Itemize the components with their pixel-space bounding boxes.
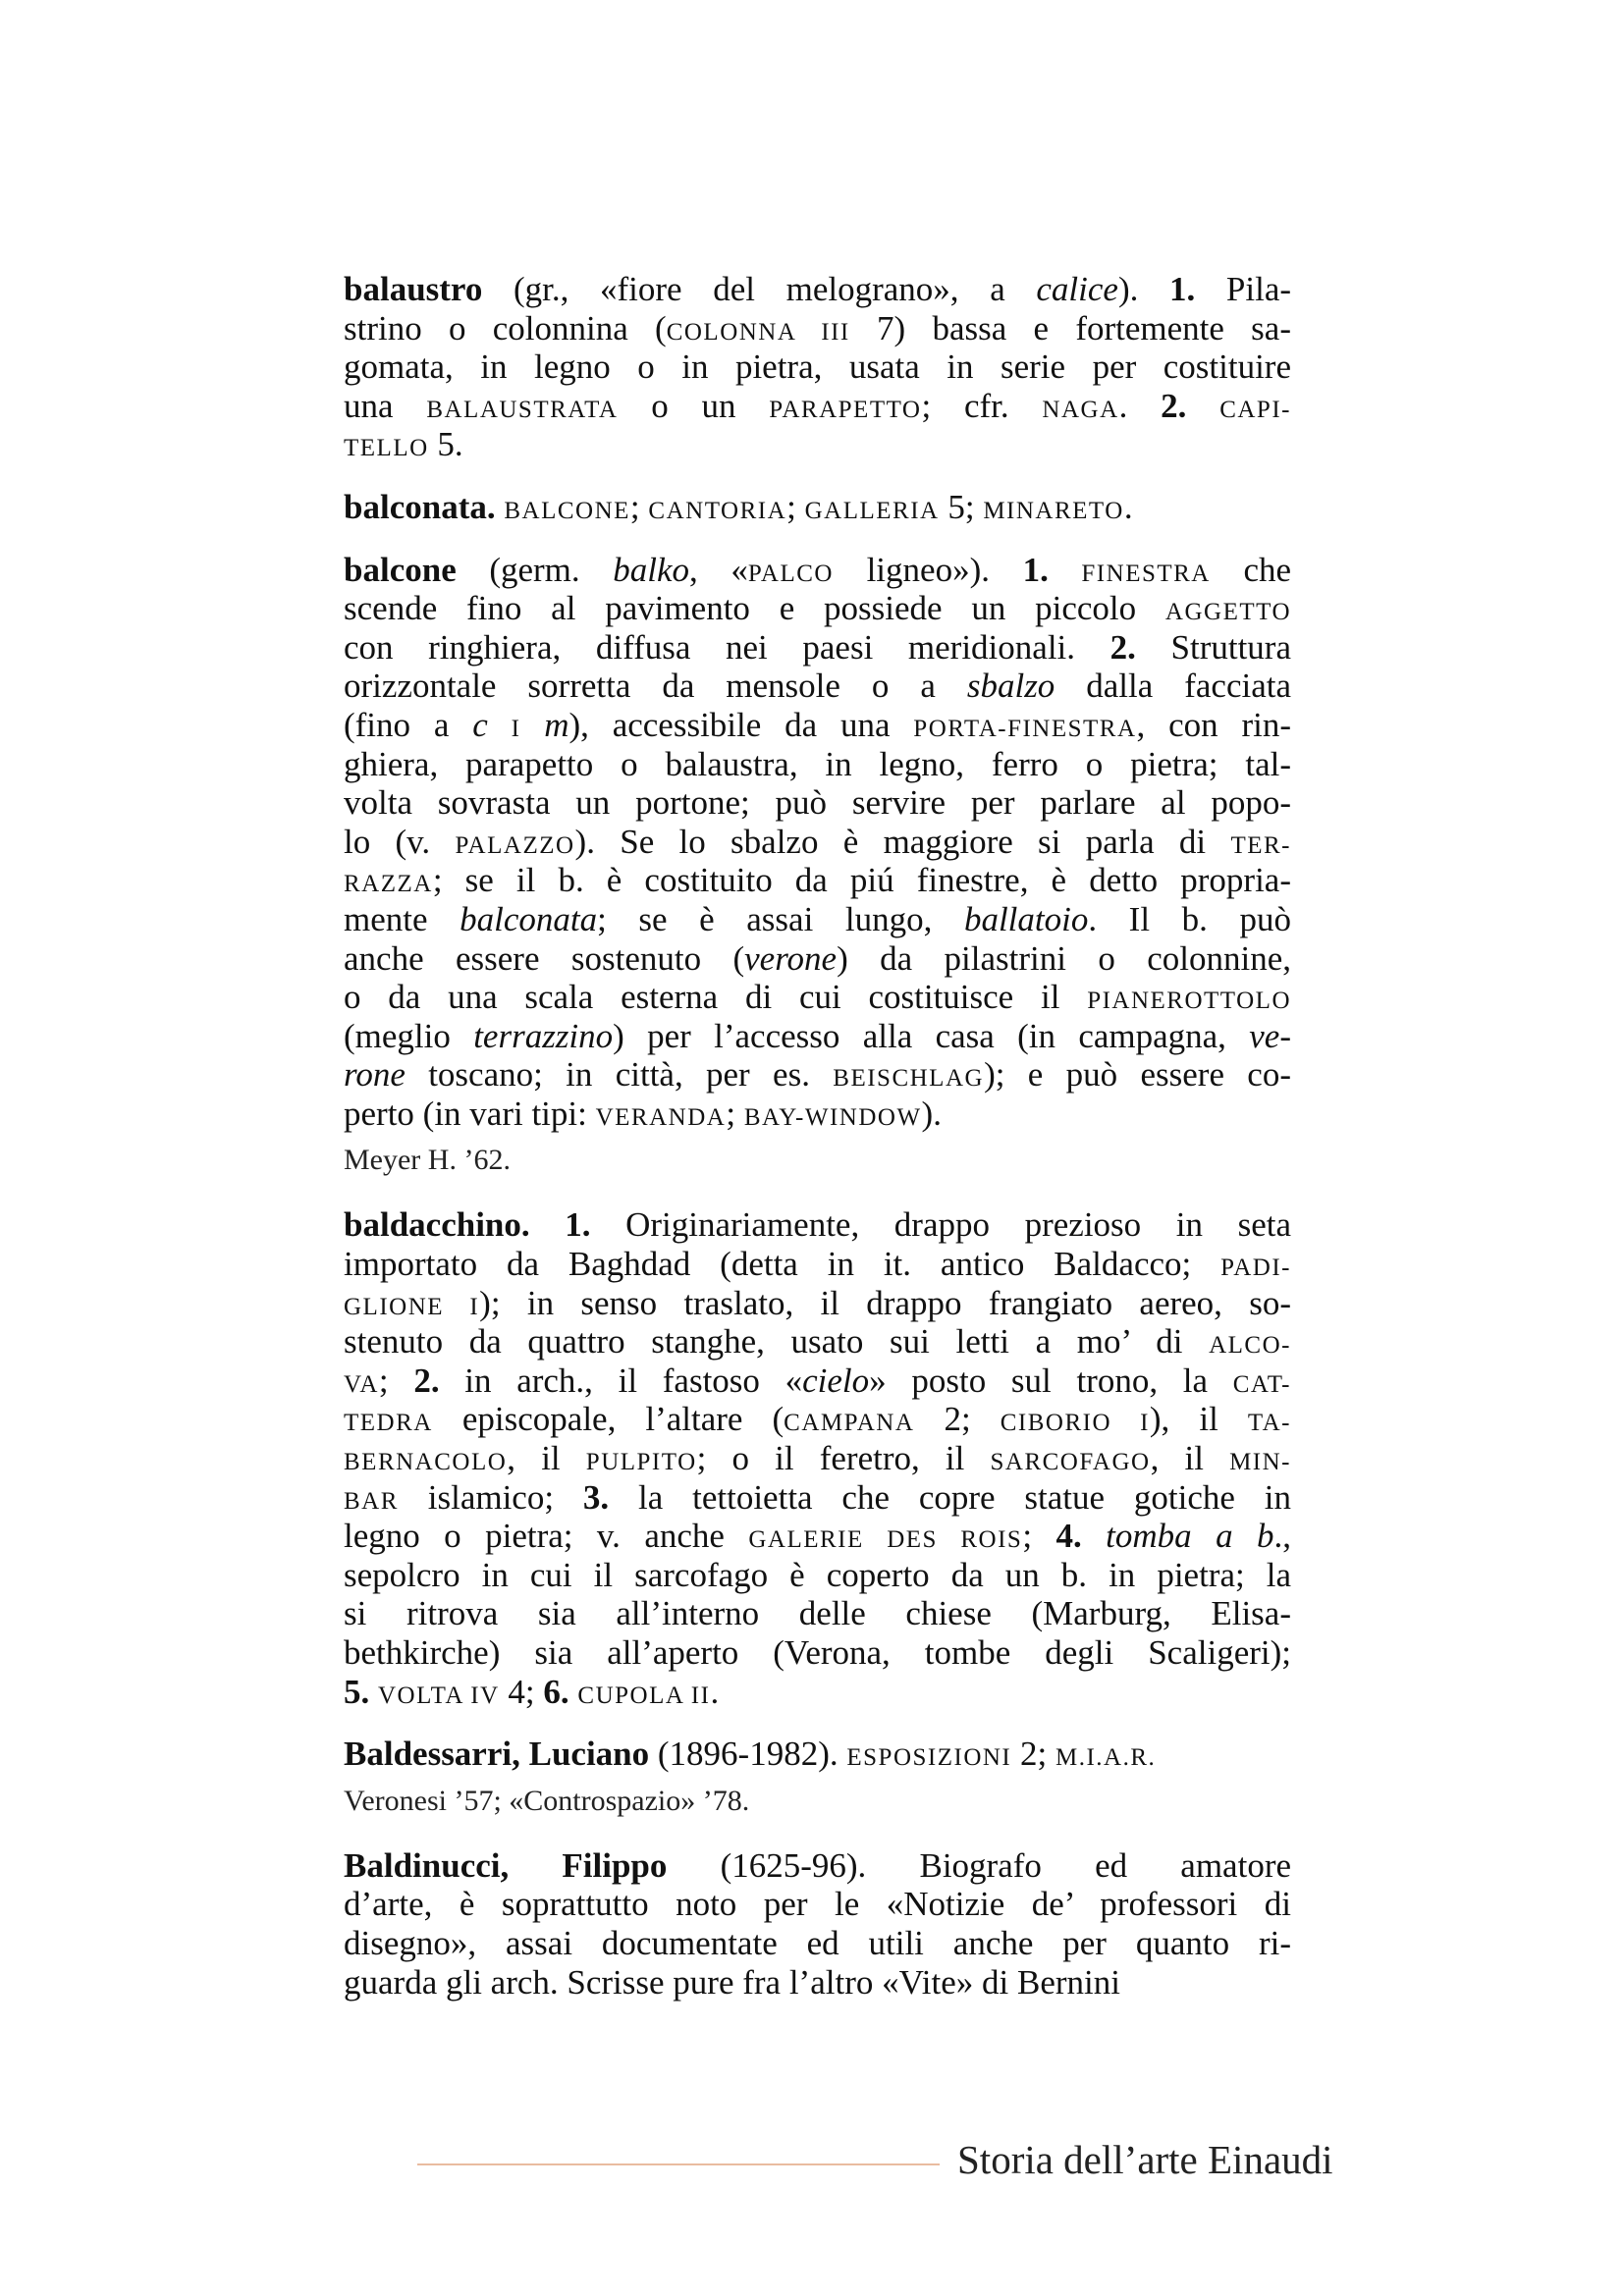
text-run: » posto sul trono, la bbox=[869, 1361, 1233, 1400]
cross-reference: ESPOSIZIONI bbox=[846, 1744, 1012, 1772]
text-run: in arch., il fastoso « bbox=[439, 1361, 803, 1400]
text-run: disegno», assai documentate ed utili anche per quanto ri- bbox=[344, 1923, 1291, 1962]
entry-headline bbox=[344, 488, 1291, 527]
cross-reference: BAR bbox=[344, 1487, 399, 1515]
cross-reference: CIBORIO I bbox=[1000, 1410, 1150, 1437]
headword: Baldessarri, Luciano bbox=[344, 1735, 650, 1774]
text-run: o da una scala esterna di cui costituisce il bbox=[344, 978, 1088, 1017]
cross-reference: PARAPETTO bbox=[769, 396, 922, 423]
entry-line bbox=[344, 783, 1291, 823]
text-run: ), accessibile da una bbox=[568, 705, 914, 744]
cross-reference: TA- bbox=[1247, 1410, 1291, 1437]
text-run: , « bbox=[688, 550, 748, 589]
text-run: con ringhiera, diffusa nei paesi meridionali. bbox=[344, 627, 1110, 667]
text-run: , il bbox=[507, 1439, 586, 1478]
entry-line bbox=[344, 1633, 1291, 1673]
cross-reference: M.I.A.R. bbox=[1055, 1744, 1157, 1772]
cross-reference: GLIONE I bbox=[344, 1293, 480, 1320]
entry-line bbox=[344, 1885, 1291, 1924]
text-run: ); e può essere co- bbox=[984, 1055, 1291, 1095]
text-run: d’arte, è soprattutto noto per le «Notizie de’ professori di bbox=[344, 1885, 1291, 1924]
text-run: strino o colonnina ( bbox=[344, 308, 667, 347]
cross-reference: PULPITO bbox=[585, 1449, 697, 1476]
cross-reference: NAGA bbox=[1042, 396, 1119, 423]
cross-reference: PALCO bbox=[747, 560, 834, 587]
text-run: , con rin- bbox=[1136, 705, 1291, 744]
text-run: 1. bbox=[1169, 270, 1196, 308]
cross-reference: GALLERIA bbox=[804, 497, 940, 524]
text-run: anche essere sostenuto ( bbox=[344, 938, 745, 978]
cross-reference: SARCOFAGO bbox=[990, 1449, 1151, 1476]
text-run: , il bbox=[1150, 1439, 1230, 1478]
entry-headline bbox=[344, 1735, 1291, 1774]
entry-line bbox=[344, 1322, 1291, 1362]
entry-line bbox=[344, 309, 1291, 348]
text-run: rone bbox=[344, 1055, 406, 1095]
entry-headline bbox=[344, 270, 1291, 309]
text-run: cielo bbox=[802, 1361, 870, 1400]
text-run: islamico; bbox=[398, 1477, 583, 1517]
entry-headline bbox=[344, 551, 1291, 590]
cross-reference: CANTORIA bbox=[648, 497, 787, 524]
cross-reference: CAPI- bbox=[1219, 396, 1291, 423]
text-run: 4. bbox=[1055, 1517, 1082, 1556]
text-run: ) per l’accesso alla casa (in campagna, bbox=[613, 1016, 1250, 1055]
entry-line bbox=[344, 667, 1291, 706]
text-run: o un bbox=[618, 386, 770, 425]
headword: balaustro bbox=[344, 270, 483, 308]
text-run: 2. bbox=[413, 1361, 440, 1400]
cross-reference: MINARETO bbox=[983, 497, 1124, 524]
text-run: gomata, in legno o in pietra, usata in serie per costituire bbox=[344, 347, 1291, 387]
entry-line bbox=[344, 1594, 1291, 1633]
text-run: una bbox=[344, 386, 427, 425]
text-run: 2; bbox=[914, 1400, 1001, 1439]
dictionary-entry bbox=[344, 270, 1291, 464]
text-run: ), il bbox=[1149, 1400, 1248, 1439]
entry-line bbox=[344, 1245, 1291, 1284]
text-run: 3. bbox=[582, 1477, 610, 1517]
cross-reference: CAT- bbox=[1232, 1370, 1291, 1398]
dictionary-entry bbox=[344, 488, 1291, 527]
text-run: 4; bbox=[499, 1672, 544, 1711]
text-run: orizzontale sorretta da mensole o a bbox=[344, 667, 967, 706]
text-run: (germ. bbox=[456, 550, 614, 589]
headword: Baldinucci, Filippo bbox=[344, 1845, 668, 1885]
entry-headline bbox=[344, 1205, 1291, 1245]
entry-line bbox=[344, 745, 1291, 784]
bibliography-note: Meyer H. ’62. bbox=[344, 1144, 511, 1177]
text-run: stenuto da quattro stanghe, usato sui letti a mo’ di bbox=[344, 1322, 1210, 1362]
dictionary-entry bbox=[344, 1205, 1291, 1711]
text-run: volta sovrasta un portone; può servire per parlare al popo- bbox=[344, 783, 1291, 823]
entry-line bbox=[344, 1439, 1291, 1478]
text-run: ) da pilastrini o colonnine, bbox=[837, 938, 1292, 978]
cross-reference: BAY-WINDOW bbox=[743, 1103, 922, 1131]
text-run bbox=[1186, 387, 1219, 425]
text-run: 7) bassa e fortemente sa- bbox=[849, 308, 1291, 347]
text-run: . bbox=[710, 1672, 720, 1711]
text-run: . Il b. può bbox=[1088, 899, 1291, 938]
text-run: guarda gli arch. Scrisse pure fra l’altro «Vite» di Bernini bbox=[344, 1962, 1120, 2002]
cross-reference: RAZZA bbox=[344, 871, 433, 898]
text-run: (1896-1982). bbox=[649, 1735, 847, 1774]
footer-rule bbox=[417, 2163, 940, 2165]
entry-headline bbox=[344, 1846, 1291, 1886]
cross-reference: GALERIE DES ROIS bbox=[748, 1526, 1023, 1554]
text-run: Struttura bbox=[1135, 627, 1291, 667]
text-run bbox=[369, 1673, 378, 1711]
entry-line bbox=[344, 706, 1291, 745]
cross-reference: TELLO bbox=[344, 435, 429, 462]
entry-line bbox=[344, 1478, 1291, 1518]
text-run: . bbox=[1123, 487, 1133, 526]
text-run: ., bbox=[1273, 1517, 1292, 1556]
headword: balcone bbox=[344, 550, 457, 589]
cross-reference: AGGETTO bbox=[1164, 599, 1291, 626]
text-run: ). Se lo sbalzo è maggiore si parla di bbox=[574, 822, 1231, 861]
entry-line bbox=[344, 1556, 1291, 1595]
text-run: si ritrova sia all’interno delle chiese (Marburg, Elisa- bbox=[344, 1594, 1291, 1633]
cross-reference: I bbox=[511, 715, 521, 742]
text-run: (fino a bbox=[344, 705, 473, 744]
text-run: importato da Baghdad (detta in it. antico Baldacco; bbox=[344, 1245, 1221, 1284]
text-run: ; se è assai lungo, bbox=[597, 899, 964, 938]
text-run: ; o il feretro, il bbox=[696, 1439, 991, 1478]
cross-reference: PADI- bbox=[1220, 1255, 1291, 1282]
entry-line bbox=[344, 1095, 1291, 1134]
text-run: ; se il b. è costituito da piú finestre, è detto propria- bbox=[432, 861, 1291, 900]
headword: balconata. bbox=[344, 487, 496, 526]
text-run: terrazzino bbox=[473, 1016, 614, 1055]
text-run: 5; bbox=[939, 487, 984, 526]
text-run: ). bbox=[921, 1094, 942, 1133]
text-run: Originariamente, drappo prezioso in seta bbox=[590, 1205, 1292, 1245]
entry-line bbox=[344, 1963, 1291, 2002]
cross-reference: VERANDA bbox=[595, 1103, 727, 1131]
cross-reference: COLONNA III bbox=[666, 318, 850, 346]
text-run: balko bbox=[613, 550, 689, 589]
text-run: ; bbox=[378, 1361, 414, 1400]
text-run: 2. bbox=[1161, 386, 1187, 425]
text-run: 2. bbox=[1109, 627, 1136, 667]
entry-line bbox=[344, 823, 1291, 862]
cross-reference: BERNACOLO bbox=[344, 1449, 508, 1476]
text-run: ; bbox=[629, 487, 649, 526]
entry-line bbox=[344, 1284, 1291, 1323]
text-run: legno o pietra; v. anche bbox=[344, 1517, 749, 1556]
text-run bbox=[1082, 1517, 1106, 1555]
bibliography-note: Veronesi ’57; «Controspazio» ’78. bbox=[344, 1784, 750, 1817]
footer-brand: Storia dell’arte Einaudi bbox=[957, 2137, 1333, 2182]
text-run: verone bbox=[744, 938, 838, 978]
text-run: m bbox=[544, 705, 569, 744]
cross-reference: CUPOLA II bbox=[577, 1682, 711, 1709]
text-run: 5. bbox=[344, 1672, 370, 1711]
entry-line bbox=[344, 1517, 1291, 1556]
text-run: che bbox=[1210, 550, 1292, 589]
text-run: c bbox=[472, 705, 488, 744]
cross-reference: MIN- bbox=[1229, 1449, 1292, 1476]
text-run: ve- bbox=[1249, 1016, 1291, 1055]
text-run: 6. bbox=[543, 1672, 569, 1711]
text-run: ; bbox=[1022, 1517, 1056, 1556]
text-run: bethkirche) sia all’aperto (Verona, tombe degli Scaligeri); bbox=[344, 1633, 1291, 1672]
entry-line bbox=[344, 425, 1291, 464]
entry-line bbox=[344, 628, 1291, 667]
dictionary-entry bbox=[344, 1846, 1291, 2002]
text-run bbox=[520, 706, 544, 744]
entry-line bbox=[344, 1055, 1291, 1095]
cross-reference: BEISCHLAG bbox=[833, 1065, 985, 1093]
text-run: ligneo»). bbox=[834, 550, 1023, 589]
cross-reference: BALCONE bbox=[504, 497, 630, 524]
text-run: (1625-96). Biografo ed amatore bbox=[667, 1845, 1292, 1885]
text-run bbox=[1049, 551, 1082, 589]
dictionary-entry bbox=[344, 551, 1291, 1183]
text-run: 5. bbox=[428, 425, 463, 464]
text-run: (gr., «fiore del melograno», a bbox=[482, 270, 1037, 308]
text-run: toscano; in città, per es. bbox=[405, 1055, 834, 1095]
text-run: lo (v. bbox=[344, 822, 456, 861]
cross-reference: VA bbox=[344, 1370, 379, 1398]
text-run: balconata bbox=[460, 899, 598, 938]
entry-line bbox=[344, 900, 1291, 939]
cross-reference: TEDRA bbox=[344, 1410, 433, 1437]
entry-line bbox=[344, 1400, 1291, 1439]
text-run: ; bbox=[726, 1094, 744, 1133]
entry-line bbox=[344, 1362, 1291, 1401]
cross-reference: ALCO- bbox=[1209, 1332, 1291, 1360]
text-run: 1. bbox=[1022, 550, 1049, 589]
entry-line bbox=[344, 978, 1291, 1017]
text-run: tomba a b bbox=[1106, 1517, 1274, 1556]
entries-column bbox=[344, 270, 1291, 2002]
text-run: la tettoietta che copre statue gotiche in bbox=[609, 1477, 1291, 1517]
text-run: ballatoio bbox=[963, 899, 1089, 938]
entry-line bbox=[344, 861, 1291, 900]
entry-line bbox=[344, 589, 1291, 628]
text-run: ). bbox=[1117, 270, 1170, 308]
entry-line bbox=[344, 387, 1291, 426]
text-run: ); in senso traslato, il drappo frangiato aereo, so- bbox=[479, 1283, 1292, 1322]
text-run: ghiera, parapetto o balaustra, in legno, ferro o pietra; tal- bbox=[344, 744, 1291, 783]
dictionary-entry bbox=[344, 1735, 1291, 1823]
text-run: 2; bbox=[1011, 1735, 1055, 1774]
text-run: perto (in vari tipi: bbox=[344, 1094, 596, 1133]
text-run bbox=[530, 1205, 566, 1244]
headword: baldacchino. bbox=[344, 1205, 530, 1245]
entry-line bbox=[344, 1017, 1291, 1056]
text-run: Pila- bbox=[1195, 270, 1292, 308]
cross-reference: PIANEROTTOLO bbox=[1087, 988, 1291, 1015]
cross-reference: PORTA-FINESTRA bbox=[913, 715, 1137, 742]
entry-line bbox=[344, 1924, 1291, 1963]
text-run: 1. bbox=[565, 1205, 591, 1245]
text-run: calice bbox=[1036, 270, 1118, 308]
text-run: . bbox=[1118, 386, 1162, 425]
cross-reference: FINESTRA bbox=[1081, 560, 1211, 587]
text-run: dalla facciata bbox=[1055, 667, 1292, 706]
text-run: mente bbox=[344, 899, 460, 938]
text-run: sepolcro in cui il sarcofago è coperto da un b. in pietra; la bbox=[344, 1555, 1291, 1594]
cross-reference: VOLTA IV bbox=[378, 1682, 500, 1709]
cross-reference: BALAUSTRATA bbox=[426, 396, 619, 423]
text-run: sbalzo bbox=[966, 667, 1055, 706]
cross-reference: PALAZZO bbox=[455, 831, 575, 859]
cross-reference: CAMPANA bbox=[784, 1410, 915, 1437]
text-run: ; bbox=[786, 487, 805, 526]
text-run: ; cfr. bbox=[921, 386, 1043, 425]
entry-line bbox=[344, 1673, 1291, 1712]
text-run: scende fino al pavimento e possiede un piccolo bbox=[344, 589, 1165, 628]
cross-reference: TER- bbox=[1230, 831, 1291, 859]
entry-line bbox=[344, 939, 1291, 979]
text-run: (meglio bbox=[344, 1016, 474, 1055]
text-run bbox=[488, 706, 512, 744]
text-run: episcopale, l’altare ( bbox=[432, 1400, 784, 1439]
entry-line bbox=[344, 347, 1291, 387]
